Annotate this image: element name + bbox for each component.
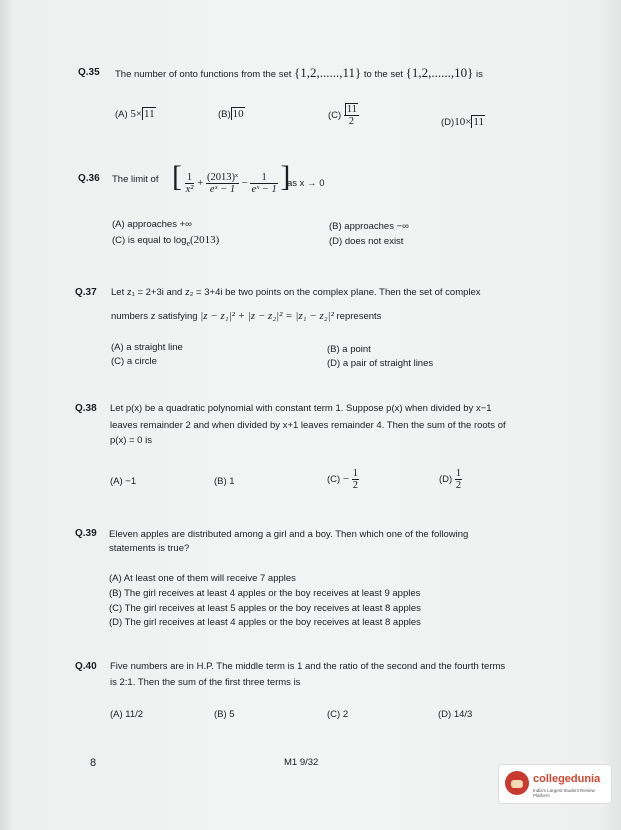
- q38-option-c[interactable]: (C) − $\frac{1}{2}$: [327, 468, 358, 491]
- q38-option-a[interactable]: (A) −1: [110, 476, 137, 487]
- q37-line2: numbers z satisfying |z − z₁|² + |z − z₂|² = |z₁ − z₂|² represents: [111, 310, 382, 322]
- collegedunia-logo: [498, 764, 612, 804]
- page-reference: M1 9/32: [284, 757, 319, 768]
- q39-line2: statements is true?: [109, 543, 190, 554]
- q35-option-c[interactable]: (C) $\frac{11}{2}$: [328, 104, 357, 127]
- q36-number: Q.36: [78, 173, 100, 184]
- q40-option-a[interactable]: (A) 11/2: [110, 709, 144, 720]
- q35-number: Q.35: [78, 67, 100, 78]
- q39-number: Q.39: [75, 528, 97, 539]
- q37-number: Q.37: [75, 287, 97, 298]
- q37-option-c[interactable]: (C) a circle: [111, 356, 157, 367]
- q35-option-d[interactable]: (D)10× 11: [441, 116, 485, 128]
- q35-option-b[interactable]: (B) 10: [218, 108, 244, 120]
- q39-option-d[interactable]: (D) The girl receives at least 4 apples or the boy receives at least 8 apples: [109, 617, 421, 628]
- q37-option-d[interactable]: (D) a pair of straight lines: [327, 358, 434, 369]
- q40-line2: is 2:1. Then the sum of the first three terms is: [110, 677, 301, 688]
- q38-option-b[interactable]: (B) 1: [214, 476, 235, 487]
- q39-option-c[interactable]: (C) The girl receives at least 5 apples or the boy receives at least 8 apples: [109, 603, 421, 614]
- logo-name: collegedunia: [533, 773, 601, 785]
- q36-expression: [ $\frac{1}{\text{x²}}$ + $\frac{\text{(2013)ˣ}}{\text{eˣ − 1}}$ − $\frac{1}{\text{eˣ − 1}}$ ]: [172, 160, 291, 195]
- q39-option-a[interactable]: (A) At least one of them will receive 7 apples: [109, 573, 296, 584]
- q38-line1: Let p(x) be a quadratic polynomial with constant term 1. Suppose p(x) when divided by x−1: [110, 403, 492, 414]
- q38-line2: leaves remainder 2 and when divided by x+1 leaves remainder 4. Then the sum of the roots of: [110, 420, 506, 431]
- q36-limit-tail: as x → 0: [287, 178, 325, 189]
- q36-option-b[interactable]: (B) approaches −∞: [329, 221, 409, 232]
- q37-line1: Let z₁ = 2+3i and z₂ = 3+4i be two points on the complex plane. Then the set of complex: [111, 287, 481, 298]
- logo-tagline: India's Largest Student Review Platform: [533, 788, 595, 798]
- q38-line3: p(x) = 0 is: [110, 435, 152, 446]
- q35-option-a[interactable]: (A) 5× 11: [115, 108, 155, 120]
- q40-option-b[interactable]: (B) 5: [214, 709, 235, 720]
- q38-number: Q.38: [75, 403, 97, 414]
- q40-number: Q.40: [75, 661, 97, 672]
- q40-option-d[interactable]: (D) 14/3: [438, 709, 473, 720]
- q36-option-c[interactable]: (C) is equal to $\log_e(2013)$: [112, 234, 220, 248]
- q36-stem: The limit of: [112, 174, 159, 185]
- q40-option-c[interactable]: (C) 2: [327, 709, 349, 720]
- q39-line1: Eleven apples are distributed among a girl and a boy. Then which one of the following: [109, 529, 469, 540]
- q38-option-d[interactable]: (D) $\frac{1}{2}$: [439, 468, 462, 491]
- q40-line1: Five numbers are in H.P. The middle term is 1 and the ratio of the second and the fourth terms: [110, 661, 506, 672]
- q37-option-b[interactable]: (B) a point: [327, 344, 371, 355]
- q39-option-b[interactable]: (B) The girl receives at least 4 apples or the boy receives at least 9 apples: [109, 588, 421, 599]
- mascot-icon: [505, 771, 529, 795]
- q37-option-a[interactable]: (A) a straight line: [111, 342, 183, 353]
- q36-option-a[interactable]: (A) approaches +∞: [112, 219, 192, 230]
- q36-option-d[interactable]: (D) does not exist: [329, 236, 404, 247]
- page-digit: 8: [90, 757, 97, 769]
- q35-stem: The number of onto functions from the set {1,2,......,11} to the set {1,2,......,10} is: [115, 65, 483, 80]
